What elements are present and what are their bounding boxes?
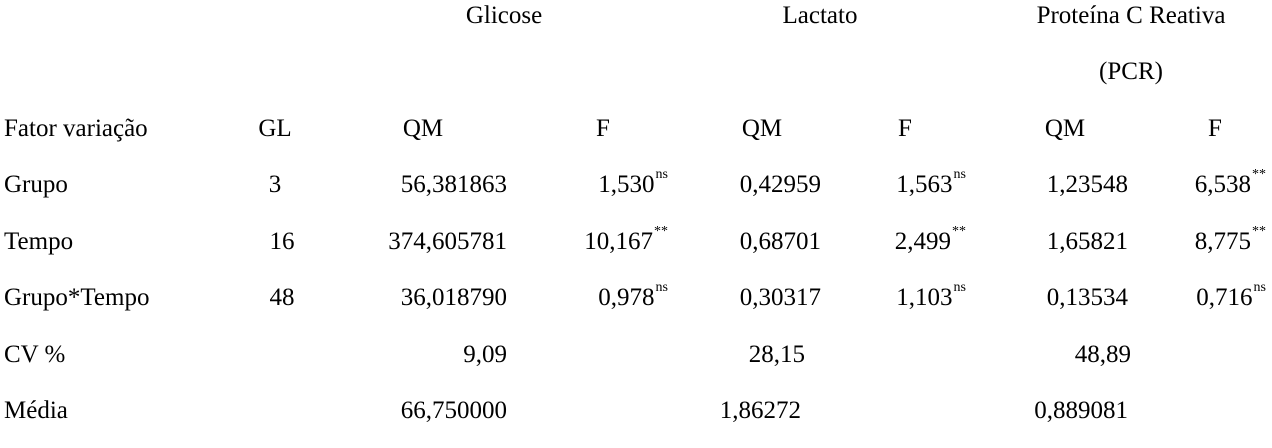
cell-lactato-qm: 28,15 xyxy=(748,341,805,368)
cell-lactato-qm: 1,86272 xyxy=(719,397,801,424)
significance-mark: ns xyxy=(953,167,966,182)
significance-mark: ** xyxy=(654,224,668,239)
row-label-cv: CV % xyxy=(4,341,66,368)
significance-mark: ** xyxy=(952,224,966,239)
cell-lactato-qm: 0,42959 xyxy=(739,171,821,198)
col-header-gl: GL xyxy=(258,115,292,142)
significance-mark: ns xyxy=(953,280,966,295)
col-header-pcr-f: F xyxy=(1208,115,1222,142)
cell-gl: 16 xyxy=(269,228,295,255)
cell-lactato-qm: 0,68701 xyxy=(739,228,821,255)
cell-pcr-qm: 0,889081 xyxy=(1034,397,1128,424)
col-header-lactato-qm: QM xyxy=(741,115,783,142)
col-header-glicose-f: F xyxy=(596,115,610,142)
significance-mark: ** xyxy=(1252,167,1266,182)
cell-glicose-f: 10,167** xyxy=(584,224,668,255)
cell-glicose-f: $0,978^{ns}$ xyxy=(598,280,668,311)
cell-glicose-qm: 374,605781 xyxy=(388,228,507,255)
cell-pcr-qm: 48,89 xyxy=(1074,341,1131,368)
cell-pcr-qm: 1,23548 xyxy=(1046,171,1128,198)
significance-mark: ns xyxy=(1253,280,1266,295)
cell-gl: 48 xyxy=(269,284,295,311)
significance-mark: ** xyxy=(1252,224,1266,239)
cell-glicose-qm: 56,381863 xyxy=(400,171,507,198)
col-header-glicose-qm: QM xyxy=(402,115,444,142)
row-label-tempo: Tempo xyxy=(4,228,74,255)
header-pcr-line2: (PCR) xyxy=(1099,58,1163,85)
cell-gl: 3 xyxy=(268,171,282,198)
row-label-media: Média xyxy=(4,397,68,424)
header-glicose: Glicose xyxy=(465,2,543,29)
header-lactato: Lactato xyxy=(782,2,858,29)
significance-mark: ns xyxy=(655,280,668,295)
header-pcr-line1: Proteína C Reativa xyxy=(1036,2,1226,29)
cell-lactato-qm: 0,30317 xyxy=(739,284,821,311)
cell-glicose-qm: 9,09 xyxy=(463,341,507,368)
cell-glicose-f: $1,530^{ns}$ xyxy=(598,167,668,198)
cell-lactato-f: 2,499** xyxy=(894,224,966,255)
col-header-fator: Fator variação xyxy=(4,115,148,142)
col-header-lactato-f: F xyxy=(898,115,912,142)
cell-pcr-qm: 1,65821 xyxy=(1046,228,1128,255)
cell-pcr-f: $0,716^{ns}$ xyxy=(1196,280,1266,311)
cell-pcr-f: 8,775** xyxy=(1194,224,1266,255)
cell-pcr-qm: 0,13534 xyxy=(1046,284,1128,311)
cell-glicose-qm: 36,018790 xyxy=(400,284,507,311)
significance-mark: ns xyxy=(655,167,668,182)
row-label-grupo: Grupo xyxy=(4,171,68,198)
cell-glicose-qm: 66,750000 xyxy=(400,397,507,424)
row-label-grupo-tempo: Grupo*Tempo xyxy=(4,284,150,311)
col-header-pcr-qm: QM xyxy=(1044,115,1086,142)
cell-lactato-f: $1,103^{ns}$ xyxy=(896,280,966,311)
cell-pcr-f: 6,538** xyxy=(1194,167,1266,198)
cell-lactato-f: $1,563^{ns}$ xyxy=(896,167,966,198)
